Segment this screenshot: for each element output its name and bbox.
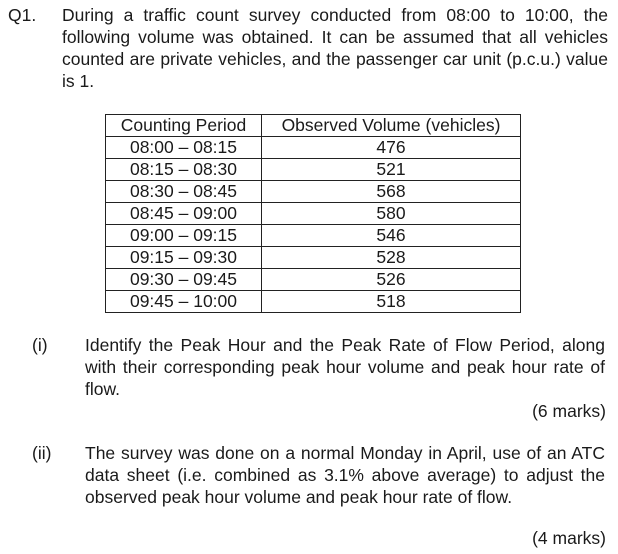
traffic-count-table (105, 114, 521, 313)
table-row (106, 269, 521, 291)
question-text: During a traffic count survey conducted from 08:00 to 10:00, the following volume was obtained. It can be assumed that all vehicles counted are private vehicles, and the passenger car unit (p.c.u.) value is 1. (62, 5, 608, 91)
period-cell: 09:00 – 09:15 (106, 225, 262, 247)
period-cell: 09:45 – 10:00 (106, 291, 262, 313)
part-i-text: Identify the Peak Hour and the Peak Rate of Flow Period, along with their corresponding peak hour volume and peak hour rate of flow. (85, 335, 605, 399)
volume-cell: 546 (262, 225, 521, 247)
table-row (106, 247, 521, 269)
table-row (106, 137, 521, 159)
period-cell: 09:15 – 09:30 (106, 247, 262, 269)
table-row (106, 181, 521, 203)
part-ii-marks: (4 marks) (532, 528, 606, 548)
header-counting-period: Counting Period (106, 115, 262, 137)
table-header-row (106, 115, 521, 137)
part-ii-label: (ii) (32, 443, 52, 463)
period-cell: 08:45 – 09:00 (106, 203, 262, 225)
question-number: Q1. (8, 5, 37, 25)
volume-cell: 521 (262, 159, 521, 181)
table-row (106, 291, 521, 313)
part-ii-text: The survey was done on a normal Monday in April, use of an ATC data sheet (i.e. combined as 3.1% above average) to adjust the observed peak hour volume and peak hour rate of flow. (85, 443, 605, 507)
period-cell: 08:00 – 08:15 (106, 137, 262, 159)
table-row (106, 203, 521, 225)
part-i-label: (i) (32, 335, 48, 355)
period-cell: 08:30 – 08:45 (106, 181, 262, 203)
period-cell: 08:15 – 08:30 (106, 159, 262, 181)
header-observed-volume: Observed Volume (vehicles) (262, 115, 521, 137)
volume-cell: 528 (262, 247, 521, 269)
period-cell: 09:30 – 09:45 (106, 269, 262, 291)
volume-cell: 518 (262, 291, 521, 313)
volume-cell: 580 (262, 203, 521, 225)
table-row (106, 159, 521, 181)
volume-cell: 568 (262, 181, 521, 203)
table-row (106, 225, 521, 247)
volume-cell: 476 (262, 137, 521, 159)
volume-cell: 526 (262, 269, 521, 291)
part-i-marks: (6 marks) (532, 401, 606, 421)
